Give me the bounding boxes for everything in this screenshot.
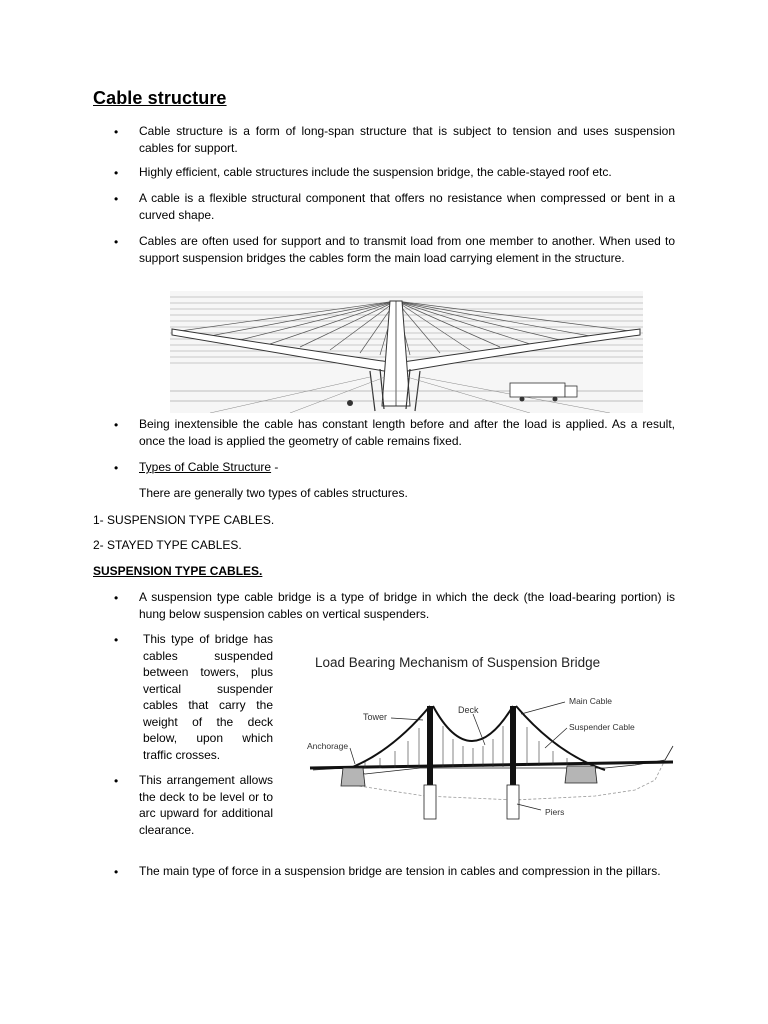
bullet-text: A suspension type cable bridge is a type of bridge in which the deck (the load-bearing portion) is hung below suspension cables on vertical suspenders. [139, 590, 675, 621]
label-main-cable: Main Cable [569, 696, 612, 706]
types-heading: Types of Cable Structure [139, 460, 272, 474]
bullet-marker: • [114, 633, 119, 647]
bullet-marker: • [114, 166, 119, 180]
bullet-marker: • [114, 235, 119, 249]
bullet-text: This arrangement allows the deck to be level or to arc upward for additional clearance. [139, 773, 273, 837]
bullet-marker: • [114, 192, 119, 206]
bullet-marker: • [114, 418, 119, 432]
diagram-title: Load Bearing Mechanism of Suspension Bridge [315, 655, 601, 670]
type-2: 2- STAYED TYPE CABLES. [93, 538, 242, 552]
bullet-marker: • [114, 591, 119, 605]
label-piers: Piers [545, 807, 565, 817]
bullet-marker: • [114, 461, 119, 475]
suspension-bridge-diagram [305, 650, 677, 830]
types-heading-dash: - [271, 460, 279, 474]
label-suspender-cable: Suspender Cable [569, 722, 635, 732]
label-deck: Deck [458, 705, 479, 715]
bullet-text [139, 459, 675, 476]
page-title: Cable structure [93, 88, 227, 108]
types-intro: There are generally two types of cables structures. [139, 486, 408, 500]
bullet-text: Cables are often used for support and to transmit load from one member to another. When used to support suspension bridges the cables form the main load carrying element in the structure. [139, 234, 675, 265]
bullet-text: This type of bridge has cables suspended between towers, plus vertical suspender cables that carry the weight of the deck below, upon which traffic crosses. [143, 632, 273, 762]
bullet-marker: • [114, 774, 119, 788]
bullet-text: Cable structure is a form of long-span structure that is subject to tension and uses suspension cables for support. [139, 124, 675, 155]
bullet-marker: • [114, 125, 119, 139]
bullet-text: The main type of force in a suspension bridge are tension in cables and compression in the pillars. [139, 864, 661, 878]
suspension-heading: SUSPENSION TYPE CABLES. [93, 564, 263, 578]
label-tower: Tower [363, 712, 388, 722]
type-1: 1- SUSPENSION TYPE CABLES. [93, 513, 275, 527]
label-anchorage: Anchorage [307, 741, 349, 751]
bullet-text: A cable is a flexible structural component that offers no resistance when compressed or bent in a curved shape. [139, 191, 675, 222]
bullet-text: Highly efficient, cable structures include the suspension bridge, the cable-stayed roof etc. [139, 165, 612, 179]
bullet-text: Being inextensible the cable has constant length before and after the load is applied. As a result, once the load is applied the geometry of cable remains fixed. [139, 417, 675, 448]
bullet-marker: • [114, 865, 119, 879]
cable-stayed-roof-illustration [170, 291, 643, 413]
